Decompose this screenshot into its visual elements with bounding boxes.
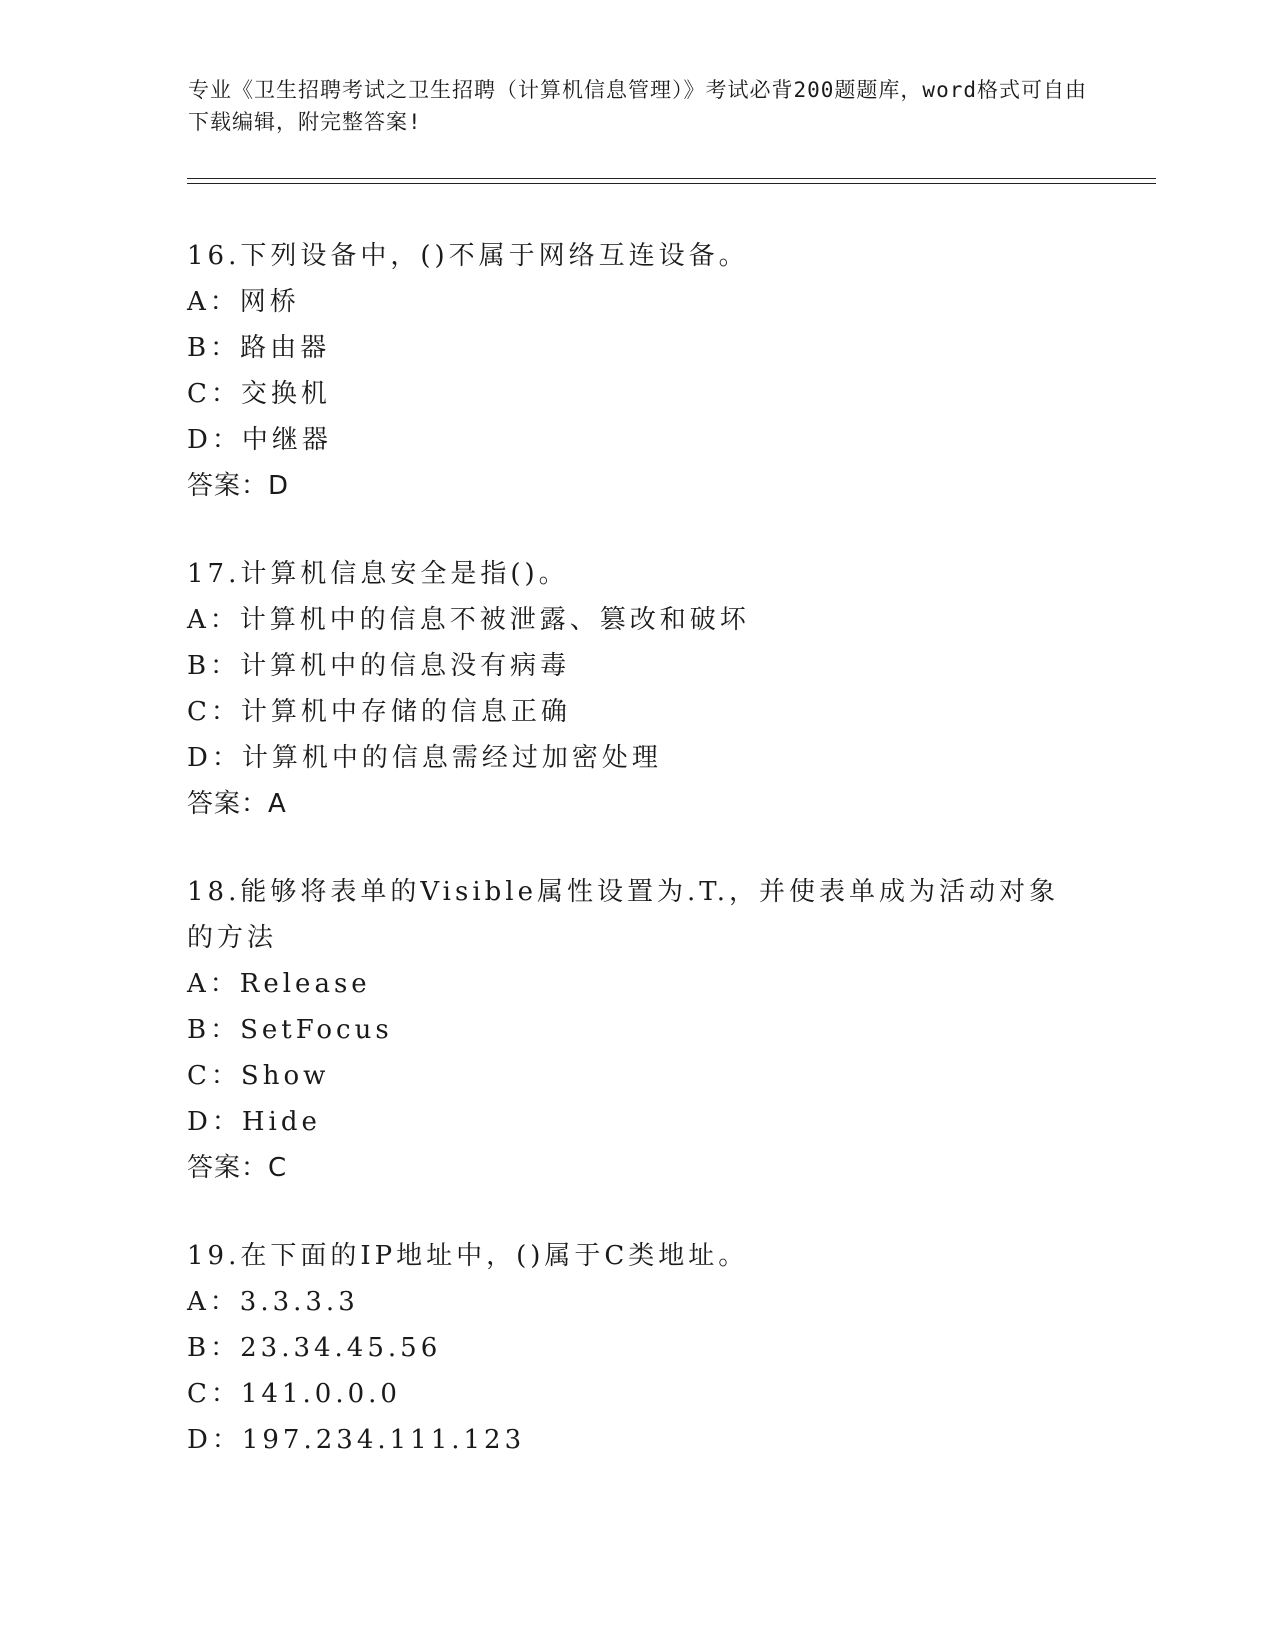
document-header [188, 74, 1108, 138]
answer: 答案：D [187, 471, 290, 501]
option-b: B：23.34.45.56 [187, 1333, 442, 1363]
option-c: C：计算机中存储的信息正确 [187, 697, 571, 727]
option-b: B：SetFocus [187, 1015, 393, 1045]
header-divider-bottom [187, 183, 1156, 184]
question-title: 19.在下面的IP地址中，()属于C类地址。 [187, 1241, 749, 1271]
option-c: C：Show [187, 1061, 330, 1091]
option-c: C：141.0.0.0 [187, 1379, 401, 1409]
option-b: B：路由器 [187, 333, 331, 363]
question-17 [187, 551, 750, 827]
option-b: B：计算机中的信息没有病毒 [187, 651, 571, 681]
option-a: A：网桥 [187, 287, 300, 317]
option-d: D：中继器 [187, 425, 332, 455]
option-a: A：3.3.3.3 [187, 1287, 359, 1317]
header-divider-top [187, 178, 1156, 179]
option-d: D：计算机中的信息需经过加密处理 [187, 743, 662, 773]
question-title: 18.能够将表单的Visible属性设置为.T.，并使表单成为活动对象的方法 [187, 877, 1060, 953]
option-d: D：197.234.111.123 [187, 1425, 526, 1455]
option-d: D：Hide [187, 1107, 321, 1137]
question-title: 16.下列设备中，()不属于网络互连设备。 [187, 241, 749, 271]
option-a: A：计算机中的信息不被泄露、篡改和破坏 [187, 605, 750, 635]
question-16 [187, 233, 749, 509]
header-text: 专业《卫生招聘考试之卫生招聘（计算机信息管理）》考试必背200题题库，word格式可自由下载编辑，附完整答案! [188, 78, 1087, 134]
option-a: A：Release [187, 969, 371, 999]
question-title: 17.计算机信息安全是指()。 [187, 559, 569, 589]
option-c: C：交换机 [187, 379, 331, 409]
answer: 答案：A [187, 789, 287, 819]
question-18 [187, 869, 1067, 1191]
question-19 [187, 1233, 748, 1463]
answer: 答案：C [187, 1153, 288, 1183]
